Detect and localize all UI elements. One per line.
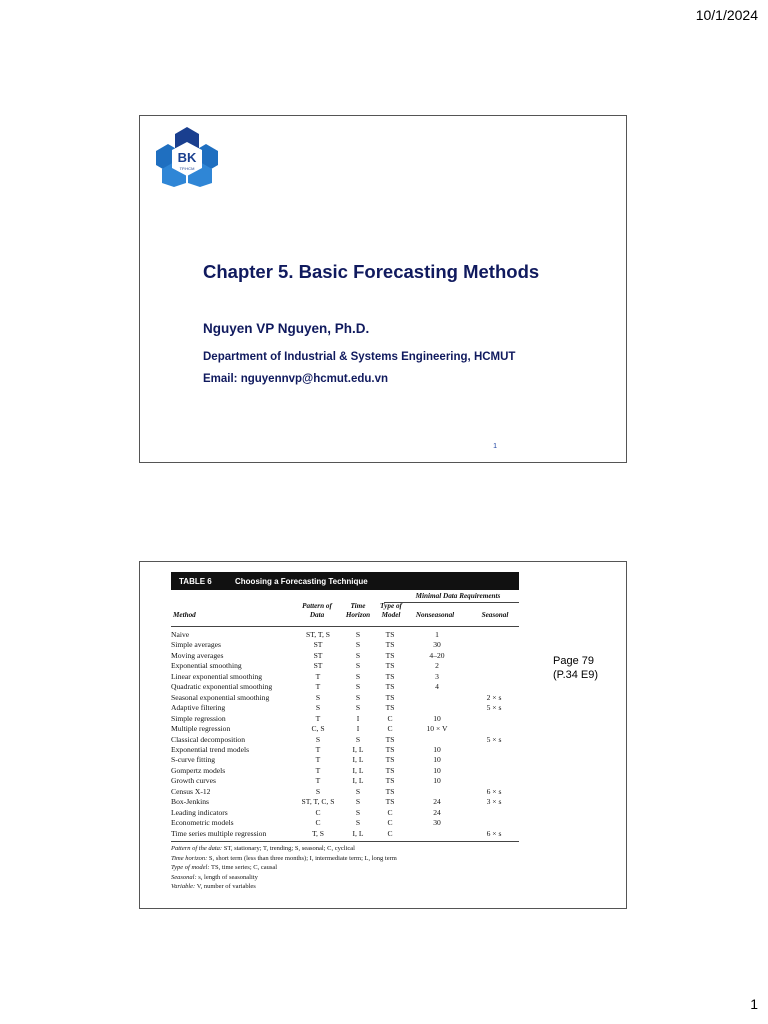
table-cell: TS xyxy=(385,703,395,713)
slide-title xyxy=(139,115,627,463)
footnote xyxy=(171,844,519,854)
page-reference xyxy=(553,654,598,682)
table-cell: Simple regression xyxy=(171,713,226,723)
table-row xyxy=(171,755,519,765)
table-cell: C xyxy=(315,807,321,817)
table-cell: TS xyxy=(385,692,395,702)
footnote xyxy=(171,882,519,892)
author-name: Nguyen VP Nguyen, Ph.D. xyxy=(203,321,370,336)
slide-forecasting-table xyxy=(139,561,627,909)
footnote-text: S, short term (less than three months); I, intermediate term; L, long term xyxy=(207,854,397,862)
table-cell: C xyxy=(387,807,393,817)
table-cell: 10 xyxy=(433,776,441,786)
table-row xyxy=(171,703,519,713)
table-cell: S xyxy=(355,692,361,702)
table-cell xyxy=(469,640,519,650)
table-cell: S xyxy=(355,630,361,639)
table-cell: 3 xyxy=(435,671,439,681)
header-seasonal: Seasonal xyxy=(481,611,509,619)
table-cell: Box-Jenkins xyxy=(171,797,209,807)
footnote-text: TS, time series; C, causal xyxy=(209,864,278,872)
table-cell: S xyxy=(355,650,361,660)
table-row xyxy=(171,651,519,661)
table-cell: 6 × s xyxy=(486,828,502,838)
table-cell: S xyxy=(355,640,361,650)
table-cell: I, L xyxy=(352,765,364,775)
header-divider xyxy=(384,602,519,603)
table-cell: 2 × s xyxy=(486,692,502,702)
slide-number: 1 xyxy=(493,443,497,450)
footnote-label: Time horizon: xyxy=(171,854,208,862)
table-cell: 10 xyxy=(433,744,441,754)
table-cell: 1 xyxy=(435,630,439,639)
table-cell: Linear exponential smoothing xyxy=(171,671,263,681)
table-cell: TS xyxy=(385,786,395,796)
table-cell: S xyxy=(315,734,321,744)
table-cell xyxy=(405,703,469,713)
table-cell: ST xyxy=(313,650,323,660)
table-cell: ST xyxy=(313,661,323,671)
header-horizon: Time Horizon xyxy=(345,602,371,619)
table-cell: 24 xyxy=(433,797,441,807)
table-cell: 4–20 xyxy=(429,650,445,660)
table-row xyxy=(171,661,519,671)
table-cell: 10 xyxy=(433,755,441,765)
table-body xyxy=(171,630,519,839)
table-cell: 24 xyxy=(433,807,441,817)
table-cell: S xyxy=(355,671,361,681)
table-cell: I, L xyxy=(352,744,364,754)
table-row xyxy=(171,766,519,776)
table-cell: Quadratic exponential smoothing xyxy=(171,682,273,692)
table-row xyxy=(171,829,519,839)
table-cell xyxy=(469,745,519,755)
table-cell: S xyxy=(355,818,361,828)
table-cell: T xyxy=(315,776,321,786)
table-cell: Gompertz models xyxy=(171,765,226,775)
table-cell: S xyxy=(355,797,361,807)
table-cell: S xyxy=(355,703,361,713)
footnote-label: Seasonal: xyxy=(171,873,197,881)
table-cell: TS xyxy=(385,776,395,786)
table-header-bar xyxy=(171,572,519,590)
table-cell: Simple averages xyxy=(171,640,221,650)
table-cell: T xyxy=(315,671,321,681)
table-cell: 5 × s xyxy=(486,703,502,713)
table-cell: 30 xyxy=(433,640,441,650)
table-cell: S xyxy=(315,703,321,713)
table-row xyxy=(171,735,519,745)
table-cell xyxy=(469,661,519,671)
header-nonseasonal: Nonseasonal xyxy=(415,611,455,619)
table-cell: C xyxy=(387,818,393,828)
table-cell: T xyxy=(315,744,321,754)
table-cell: TS xyxy=(385,797,395,807)
table-cell: TS xyxy=(385,755,395,765)
table-cell xyxy=(469,808,519,818)
table-cell: TS xyxy=(385,765,395,775)
table-cell: TS xyxy=(385,734,395,744)
table-cell: Census X-12 xyxy=(171,786,211,796)
table-cell: S xyxy=(315,692,321,702)
footnote xyxy=(171,863,519,873)
table-cell xyxy=(405,829,469,839)
bk-logo-icon xyxy=(154,126,220,188)
column-headers xyxy=(171,590,519,627)
table-row xyxy=(171,818,519,828)
table-cell: C xyxy=(387,713,393,723)
table-cell: Multiple regression xyxy=(171,724,231,734)
table-cell: Econometric models xyxy=(171,818,234,828)
table-cell: Exponential trend models xyxy=(171,744,250,754)
table-row xyxy=(171,682,519,692)
table-cell: S xyxy=(355,734,361,744)
table-cell xyxy=(405,693,469,703)
table-row xyxy=(171,640,519,650)
table-label: TABLE 6 xyxy=(179,576,212,586)
table-cell: 4 xyxy=(435,682,439,692)
table-cell: I xyxy=(356,713,360,723)
table-cell xyxy=(469,672,519,682)
table-cell xyxy=(469,776,519,786)
table-row xyxy=(171,797,519,807)
footnote-label: Variable: xyxy=(171,883,196,891)
table-cell: ST, T, S xyxy=(305,630,331,639)
table-cell: TS xyxy=(385,661,395,671)
table-cell xyxy=(469,724,519,734)
table-cell: S xyxy=(355,661,361,671)
table-cell: Naive xyxy=(171,630,190,639)
table-cell: S-curve fitting xyxy=(171,755,216,765)
footnote-label: Type of model: xyxy=(171,864,210,872)
table-cell: C, S xyxy=(311,724,325,734)
table-cell: 10 xyxy=(433,765,441,775)
table-cell xyxy=(469,651,519,661)
table-cell: TS xyxy=(385,744,395,754)
table-row xyxy=(171,672,519,682)
table-row xyxy=(171,724,519,734)
table-cell: I, L xyxy=(352,776,364,786)
table-cell: S xyxy=(355,682,361,692)
table-row xyxy=(171,776,519,786)
table-cell xyxy=(469,714,519,724)
page-ref-line2: (P.34 E9) xyxy=(553,669,599,681)
table-footnotes xyxy=(171,844,519,892)
table-cell: T xyxy=(315,682,321,692)
table-cell: TS xyxy=(385,650,395,660)
table-cell: T xyxy=(315,755,321,765)
footnote xyxy=(171,854,519,864)
table-title: Choosing a Forecasting Technique xyxy=(235,576,368,586)
table-cell: Exponential smoothing xyxy=(171,661,242,671)
table-cell: 3 × s xyxy=(486,797,502,807)
table-cell: C xyxy=(387,828,393,838)
footnote-text: ST, stationary; T, trending; S, seasonal; C, cyclical xyxy=(222,845,355,853)
page-ref-line1: Page 79 xyxy=(553,655,594,667)
svg-text:BK: BK xyxy=(177,150,197,165)
table-cell: T xyxy=(315,765,321,775)
table-cell: Classical decomposition xyxy=(171,734,246,744)
table-cell: T, S xyxy=(311,828,325,838)
table-bottom-rule xyxy=(171,841,519,842)
table-cell: C xyxy=(387,724,393,734)
header-model: Type of Model xyxy=(380,602,402,619)
footnote-label: Pattern of the data: xyxy=(171,845,223,853)
table-cell: Moving averages xyxy=(171,650,224,660)
table-row xyxy=(171,693,519,703)
email: Email: nguyennvp@hcmut.edu.vn xyxy=(203,373,389,385)
table-cell: TS xyxy=(385,640,395,650)
table-cell xyxy=(405,735,469,745)
table-cell: Seasonal exponential smoothing xyxy=(171,692,270,702)
table-cell: T xyxy=(315,713,321,723)
table-cell: 30 xyxy=(433,818,441,828)
svg-text:TP.HCM: TP.HCM xyxy=(179,166,195,171)
table-row xyxy=(171,808,519,818)
table-cell: TS xyxy=(385,671,395,681)
table-cell xyxy=(405,787,469,797)
table-cell: Leading indicators xyxy=(171,807,228,817)
table-cell: 10 × V xyxy=(426,724,448,734)
table-cell: Adaptive filtering xyxy=(171,703,226,713)
table-cell: 5 × s xyxy=(486,734,502,744)
table-row xyxy=(171,714,519,724)
table-cell xyxy=(469,755,519,765)
table-cell: TS xyxy=(385,630,395,639)
footnote-text: s, length of seasonality xyxy=(196,873,258,881)
table-cell: TS xyxy=(385,682,395,692)
table-cell xyxy=(469,818,519,828)
page-date: 10/1/2024 xyxy=(695,7,758,23)
table-cell: S xyxy=(355,807,361,817)
table-cell: I, L xyxy=(352,828,364,838)
department: Department of Industrial & Systems Engineering, HCMUT xyxy=(203,351,516,363)
table-cell xyxy=(469,682,519,692)
table-cell: I xyxy=(356,724,360,734)
table-cell: ST, T, C, S xyxy=(301,797,335,807)
table-cell: I, L xyxy=(352,755,364,765)
table-cell: S xyxy=(355,786,361,796)
table-cell: Time series multiple regression xyxy=(171,828,267,838)
header-pattern: Pattern of Data xyxy=(302,602,332,619)
table-cell: Growth curves xyxy=(171,776,216,786)
table-cell: 2 xyxy=(435,661,439,671)
table-row xyxy=(171,630,519,640)
table-cell xyxy=(469,766,519,776)
page-number: 1 xyxy=(750,996,758,1012)
table-row xyxy=(171,787,519,797)
header-minimal-data: Minimal Data Requirements xyxy=(415,592,501,600)
table-cell xyxy=(469,630,519,640)
table-cell: S xyxy=(315,786,321,796)
table-cell: ST xyxy=(313,640,323,650)
header-method: Method xyxy=(173,611,196,619)
table-cell: 10 xyxy=(433,713,441,723)
slide-title-text: Chapter 5. Basic Forecasting Methods xyxy=(203,261,540,282)
table-row xyxy=(171,745,519,755)
table-cell: 6 × s xyxy=(486,786,502,796)
footnote xyxy=(171,873,519,883)
table-cell: C xyxy=(315,818,321,828)
footnote-text: V, number of variables xyxy=(195,883,256,891)
forecasting-technique-table xyxy=(171,572,519,892)
